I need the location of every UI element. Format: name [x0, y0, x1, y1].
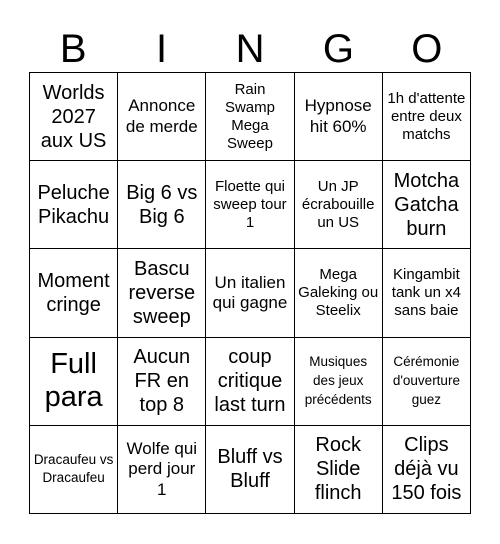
bingo-cell-2-2[interactable]: [206, 249, 294, 337]
bingo-cell-2-1[interactable]: [118, 249, 206, 337]
bingo-cell-1-4[interactable]: [383, 161, 471, 249]
bingo-cell-text: Cérémonie d'ouverture guez: [392, 353, 460, 407]
bingo-cell-2-4[interactable]: [383, 249, 471, 337]
bingo-cell-text: Kingambit tank un x4 sans baie: [391, 265, 461, 319]
bingo-header: [29, 26, 471, 72]
bingo-cell-3-1[interactable]: [118, 338, 206, 426]
header-letter-n: N: [235, 27, 265, 71]
bingo-cell-2-0[interactable]: [30, 249, 118, 337]
bingo-cell-4-2[interactable]: [206, 426, 294, 514]
bingo-cell-text: Motcha Gatcha burn: [393, 169, 460, 240]
bingo-cell-text: Dracaufeu vs Dracaufeu: [33, 451, 114, 486]
bingo-cell-1-1[interactable]: [118, 161, 206, 249]
bingo-cell-0-4[interactable]: [383, 73, 471, 161]
bingo-cell-text: Moment cringe: [37, 269, 110, 316]
bingo-cell-text: Un JP écrabouille un US: [301, 177, 375, 231]
header-letter-i: I: [156, 27, 168, 71]
bingo-cell-text: Bascu reverse sweep: [128, 257, 196, 328]
header-letter-b: B: [59, 27, 87, 71]
header-letter-g: G: [322, 27, 354, 71]
bingo-cell-text: Hypnose hit 60%: [304, 96, 372, 136]
bingo-cell-text: Un italien qui gagne: [212, 272, 288, 312]
bingo-cell-0-1[interactable]: [118, 73, 206, 161]
header-letter-o: O: [411, 27, 443, 71]
bingo-cell-text: Aucun FR en top 8: [133, 346, 191, 417]
bingo-cell-1-3[interactable]: [295, 161, 383, 249]
bingo-cell-4-0[interactable]: [30, 426, 118, 514]
bingo-cell-text: Floette qui sweep tour 1: [213, 177, 287, 231]
bingo-cell-text: Rain Swamp Mega Sweep: [224, 80, 275, 152]
bingo-cell-text: Rock Slide flinch: [314, 434, 362, 505]
bingo-cell-0-2[interactable]: [206, 73, 294, 161]
bingo-grid: [29, 72, 471, 514]
bingo-cell-3-2[interactable]: [206, 338, 294, 426]
bingo-cell-1-2[interactable]: [206, 161, 294, 249]
bingo-cell-4-4[interactable]: [383, 426, 471, 514]
bingo-cell-text: Big 6 vs Big 6: [126, 181, 198, 228]
bingo-cell-3-4[interactable]: [383, 338, 471, 426]
bingo-cell-text: Mega Galeking ou Steelix: [298, 265, 379, 319]
bingo-cell-text: Bluff vs Bluff: [217, 446, 283, 493]
bingo-cell-text: Annonce de merde: [125, 96, 198, 136]
bingo-cell-0-3[interactable]: [295, 73, 383, 161]
bingo-cell-text: Peluche Pikachu: [37, 181, 110, 228]
bingo-cell-4-1[interactable]: [118, 426, 206, 514]
bingo-cell-3-3[interactable]: [295, 338, 383, 426]
bingo-cell-2-3[interactable]: [295, 249, 383, 337]
bingo-cell-text: coup critique last turn: [214, 346, 286, 417]
bingo-cell-text: Full para: [44, 347, 103, 414]
bingo-cell-text: 1h d'attente entre deux matchs: [387, 89, 466, 143]
bingo-cell-text: Wolfe qui perd jour 1: [126, 438, 198, 499]
bingo-cell-4-3[interactable]: [295, 426, 383, 514]
bingo-cell-3-0[interactable]: [30, 338, 118, 426]
bingo-cell-0-0[interactable]: [30, 73, 118, 161]
bingo-cell-text: Worlds 2027 aux US: [40, 81, 107, 152]
bingo-cell-1-0[interactable]: [30, 161, 118, 249]
bingo-cell-text: Musiques des jeux précédents: [304, 353, 372, 407]
bingo-cell-text: Clips déjà vu 150 fois: [391, 434, 462, 505]
